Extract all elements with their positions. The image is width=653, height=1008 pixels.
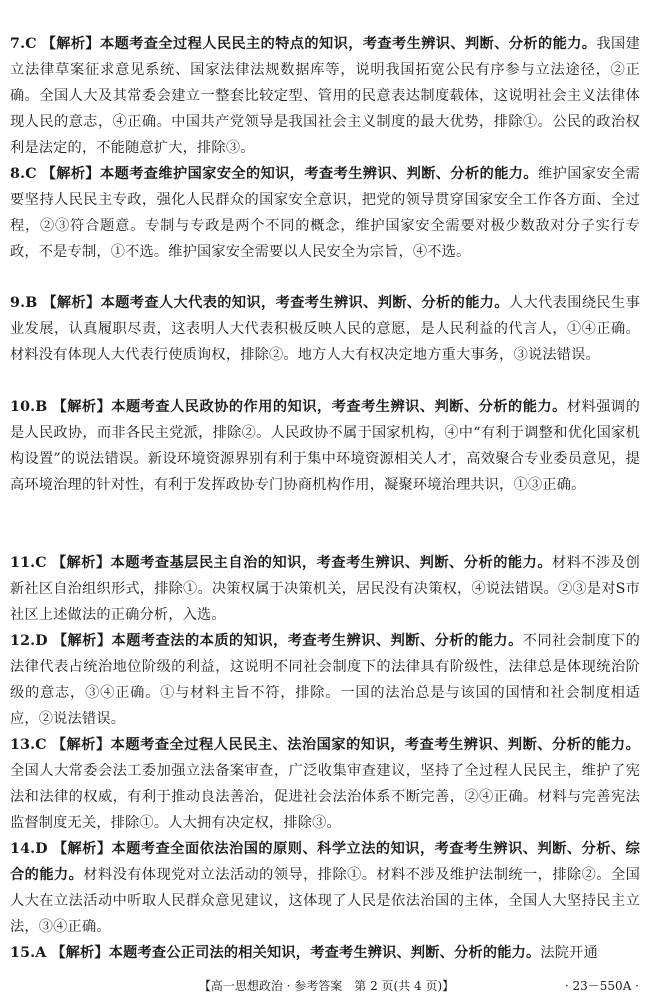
footer-paper-code: · 23－550A · [564, 979, 639, 993]
answer-analysis-body: 维护国家安全需要坚持人民民主专政，强化人民群众的国家安全意识，把党的领导贯穿国家安全工作各方面、全过程，②③符合题意。专制与专政是两个不同的概念，维护国家安全需要对极少数敌对分子实行专政，不是专制，①不选。维护国家安全需要以人民安全为宗旨，④不选。 [10, 166, 640, 260]
answer-item-8 [10, 162, 640, 266]
answer-analysis-body: 我国建立法律草案征求意见系统、国家法律法规数据库等，说明我国拓宽公民有序参与立法途径，②正确。全国人大及其常委会建立一整套比较定型、管用的民意表达制度载体，这说明社会主义法律体现人民的意志，④正确。中国共产党领导是我国社会主义制度的最大优势，排除①。公民的政治权利是法定的，不能随意扩大，排除③。 [10, 36, 640, 156]
answer-item-11 [10, 551, 640, 629]
answer-number: 8.C [10, 166, 37, 182]
answer-analysis-heading: 【解析】本题考查人大代表的知识，考查考生辨识、判断、分析的能力。 [42, 295, 509, 311]
answer-item-12 [10, 629, 640, 733]
answer-analysis-body: 人大代表围绕民生事业发展，认真履职尽责，这表明人大代表积极反映人民的意愿，是人民利益的代言人，①④正确。材料没有体现人大代表行使质询权，排除②。地方人大有权决定地方重大事务，③说法错误。 [10, 295, 640, 363]
answer-analysis-heading: 【解析】本题考查全过程人民民主、法治国家的知识，考查考生辨识、判断、分析的能力。 [51, 737, 640, 753]
answer-number: 13.C [10, 737, 47, 753]
answer-analysis-body: 材料没有体现党对立法活动的领导，排除①。材料不涉及维护法制统一，排除②。全国人大在立法活动中听取人民群众意见建议，这体现了人民是依法治国的主体，全国人大坚持民主立法，③④正确。 [10, 866, 640, 935]
answer-number: 7.C [10, 36, 37, 52]
answer-analysis-body: 材料不涉及创新社区自治组织形式，排除①。决策权属于决策机关，居民没有决策权，④说法错误。②③是对S市社区上述做法的正确分析，入选。 [10, 555, 640, 623]
answer-analysis-heading: 【解析】本题考查人民政协的作用的知识，考查考生辨识、判断、分析的能力。 [52, 399, 567, 415]
answer-number: 11.C [10, 555, 47, 571]
answer-number: 10.B [10, 399, 48, 415]
answer-analysis-heading: 【解析】本题考查全面依法治国的原则、科学立法的知识，考查考生辨识、判断、分析、综合的能力。 [10, 841, 640, 883]
answer-item-14 [10, 837, 640, 941]
answer-analysis-body: 全国人大常委会法工委加强立法备案审查，广泛收集审查建议，坚持了全过程人民民主，维护了宪法和法律的权威，有利于推动良法善治，促进社会法治体系不断完善，②④正确。材料与完善宪法监督制度无关，排除①。人大拥有决定权，排除③。 [10, 762, 640, 831]
page-footer [0, 975, 653, 997]
answer-item-13 [10, 733, 640, 837]
answer-item-7 [10, 32, 640, 162]
answer-number: 14.D [10, 841, 48, 857]
answer-analysis-body: 不同社会制度下的法律代表占统治地位阶级的利益，这说明不同社会制度下的法律具有阶级性，法律总是体现统治阶级的意志，③④正确。①与材料主旨不符，排除。一国的法治总是与该国的国情和社会制度相适应，②说法错误。 [10, 633, 640, 727]
answer-analysis-heading: 【解析】本题考查维护国家安全的知识，考查考生辨识、判断、分析的能力。 [41, 166, 538, 182]
answer-analysis-heading: 【解析】本题考查全过程人民民主的特点的知识，考查考生辨识、判断、分析的能力。 [41, 36, 597, 52]
answer-analysis-heading: 【解析】本题考查法的本质的知识，考查考生辨识、判断、分析的能力。 [52, 633, 523, 649]
answer-number: 15.A [10, 945, 47, 961]
answer-analysis-body: 法院开通 [540, 945, 598, 961]
answer-item-10 [10, 395, 640, 499]
answer-item-9 [10, 291, 640, 369]
answer-number: 9.B [10, 295, 38, 311]
answer-analysis-heading: 【解析】本题考查基层民主自治的知识，考查考生辨识、判断、分析的能力。 [51, 555, 553, 571]
answer-item-15 [10, 941, 640, 967]
answer-number: 12.D [10, 633, 48, 649]
answer-analysis-body: 材料强调的是人民政协，而非各民主党派，排除②。人民政协不属于国家机构，④中“有利于调整和优化国家机构设置”的说法错误。新设环境资源界别有利于集中环境资源相关人才，高效聚合专业委员意见，提高环境治理的针对性，有利于发挥政协专门协商机构作用，凝聚环境治理共识，①③正确。 [10, 399, 640, 493]
footer-page-info: 【高一思想政治 · 参考答案 第 2 页(共 4 页)】 [198, 979, 455, 993]
answer-analysis-heading: 【解析】本题考查公正司法的相关知识，考查考生辨识、判断、分析的能力。 [51, 945, 541, 961]
